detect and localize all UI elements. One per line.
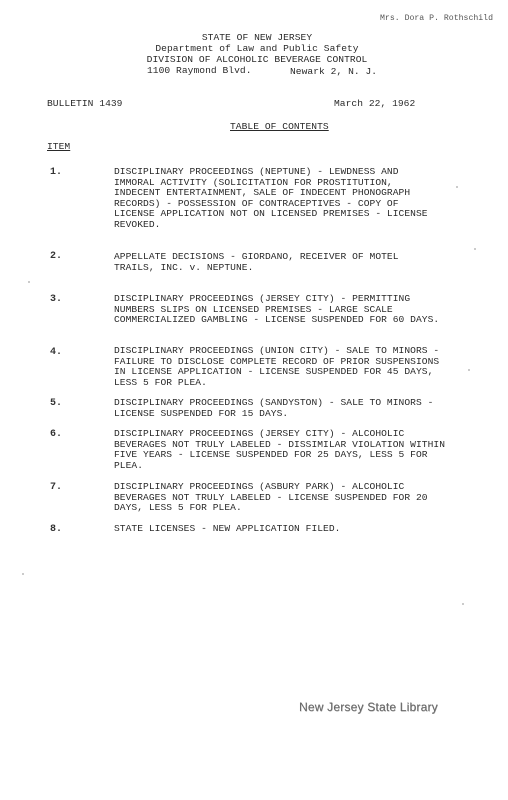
item-text: DISCIPLINARY PROCEEDINGS (SANDYSTON) - SALE TO MINORS - LICENSE SUSPENDED FOR 15 DAYS.: [114, 397, 434, 419]
item-number: 8.: [50, 524, 63, 535]
item-number: 5.: [50, 398, 63, 409]
scan-speck: [28, 281, 30, 283]
item-number: 7.: [50, 482, 63, 493]
header-department: Department of Law and Public Safety: [155, 43, 359, 54]
item-number: 1.: [50, 167, 63, 178]
item-text: DISCIPLINARY PROCEEDINGS (NEPTUNE) - LEWDNESS AND IMMORAL ACTIVITY (SOLICITATION FOR PROSTITUTION, INDECENT ENTERTAINMENT, SALE OF INDECENT PHONOGRAPH RECORDS) - POSSESSION OF CONTRACEPTIVES - COPY OF LICENSE APPLICATION NOT ON LICENSED PREMISES - LICENSE REVOKED.: [114, 166, 428, 230]
header-division: DIVISION OF ALCOHOLIC BEVERAGE CONTROL: [146, 54, 368, 65]
item-number: 3.: [50, 294, 63, 305]
item-text: DISCIPLINARY PROCEEDINGS (UNION CITY) - SALE TO MINORS - FAILURE TO DISCLOSE COMPLETE RECORD OF PRIOR SUSPENSIONS IN LICENSE APPLICATION - LICENSE SUSPENDED FOR 45 DAYS, LESS 5 FOR PLEA.: [114, 345, 440, 388]
handwritten-annotation: Mrs. Dora P. Rothschild: [380, 14, 494, 23]
item-column-header: ITEM: [47, 141, 71, 152]
item-text: DISCIPLINARY PROCEEDINGS (ASBURY PARK) - ALCOHOLIC BEVERAGES NOT TRULY LABELED - LICENSE SUSPENDED FOR 20 DAYS, LESS 5 FOR PLEA.: [114, 481, 428, 513]
item-text: DISCIPLINARY PROCEEDINGS (JERSEY CITY) - PERMITTING NUMBERS SLIPS ON LICENSED PREMISES - LARGE SCALE COMMERCIALIZED GAMBLING - LICENSE SUSPENDED FOR 60 DAYS.: [114, 293, 440, 325]
scan-speck: [468, 369, 470, 371]
item-number: 2.: [50, 251, 63, 262]
header-city: Newark 2, N. J.: [290, 66, 378, 77]
scan-speck: [22, 573, 24, 575]
header-address: 1100 Raymond Blvd.: [147, 65, 252, 76]
bulletin-number: BULLETIN 1439: [47, 98, 123, 109]
scan-speck: [456, 186, 458, 188]
item-text: STATE LICENSES - NEW APPLICATION FILED.: [114, 523, 341, 534]
item-text: DISCIPLINARY PROCEEDINGS (JERSEY CITY) - ALCOHOLIC BEVERAGES NOT TRULY LABELED - DISSIMILAR VIOLATION WITHIN FIVE YEARS - LICENSE SUSPENDED FOR 25 DAYS, LESS 5 FOR PLEA.: [114, 428, 446, 471]
scan-speck: [474, 248, 476, 250]
scan-speck: [462, 603, 464, 605]
table-of-contents-title: TABLE OF CONTENTS: [230, 121, 329, 132]
item-number: 6.: [50, 429, 63, 440]
library-stamp: New Jersey State Library: [299, 700, 438, 714]
bulletin-date: March 22, 1962: [334, 98, 416, 109]
item-number: 4.: [50, 347, 63, 358]
item-text: APPELLATE DECISIONS - GIORDANO, RECEIVER OF MOTEL TRAILS, INC. v. NEPTUNE.: [114, 251, 399, 273]
header-state: STATE OF NEW JERSEY: [201, 32, 313, 43]
